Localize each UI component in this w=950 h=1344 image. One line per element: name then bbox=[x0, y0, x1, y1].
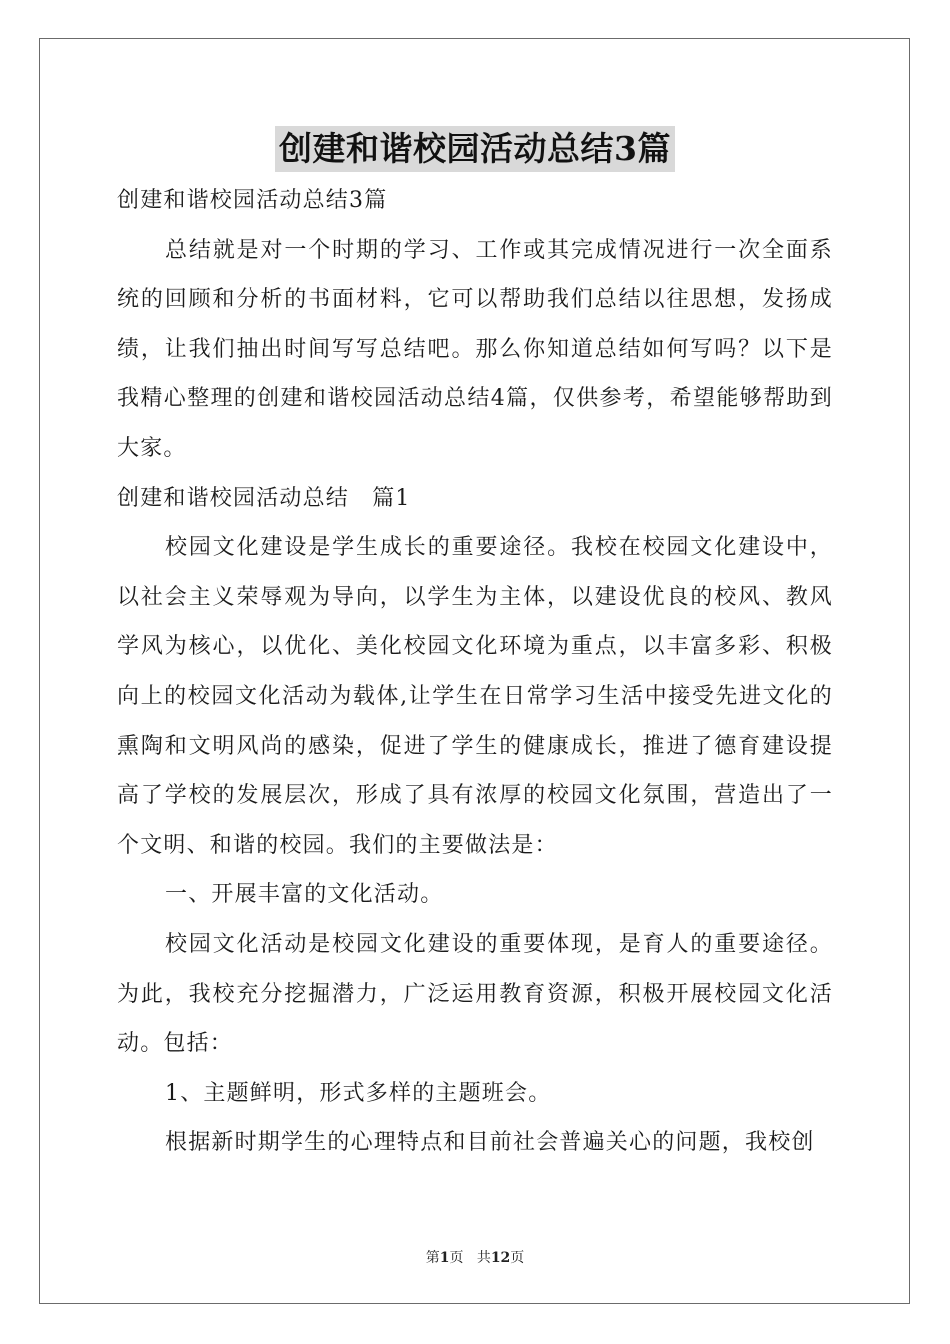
list-item: 1、主题鲜明，形式多样的主题班会。 bbox=[165, 1080, 552, 1106]
body-paragraph: 根据新时期学生的心理特点和目前社会普遍关心的问题，我校创 bbox=[165, 1130, 815, 1156]
page-prefix: 第 bbox=[425, 1250, 440, 1266]
document-body bbox=[117, 176, 833, 1168]
page-number: 1 bbox=[439, 1250, 450, 1266]
total-pages: 12 bbox=[490, 1250, 511, 1266]
body-paragraph: 校园文化建设是学生成长的重要途径。我校在校园文化建设中，以社会主义荣辱观为导向，以学生为主体，以建设优良的校风、教风学风为核心，以优化、美化校园文化环境为重点，以丰富多彩、积极向上的校园文化活动为载体,让学生在日常学习生活中接受先进文化的熏陶和文明风尚的感染，促进了学生的健康成长，推进了德育建设提高了学校的发展层次，形成了具有浓厚的校园文化氛围，营造出了一个文明、和谐的校园。我们的主要做法是： bbox=[117, 535, 833, 858]
body-paragraph: 校园文化活动是校园文化建设的重要体现，是育人的重要途径。为此，我校充分挖掘潜力，广泛运用教育资源，积极开展校园文化活动。包括： bbox=[117, 931, 833, 1057]
title-container bbox=[0, 126, 950, 172]
page-footer bbox=[0, 1247, 950, 1267]
page-suffix: 页 bbox=[449, 1250, 464, 1266]
intro-heading: 创建和谐校园活动总结3篇 bbox=[117, 188, 388, 213]
intro-paragraph: 总结就是对一个时期的学习、工作或其完成情况进行一次全面系统的回顾和分析的书面材料，它可以帮助我们总结以往思想，发扬成绩，让我们抽出时间写写总结吧。那么你知道总结如何写吗？以下是我精心整理的创建和谐校园活动总结4篇，仅供参考，希望能够帮助到大家。 bbox=[117, 237, 833, 461]
subsection-heading: 一、开展丰富的文化活动。 bbox=[165, 882, 444, 908]
section-heading: 创建和谐校园活动总结 篇1 bbox=[117, 485, 411, 511]
total-prefix: 共 bbox=[476, 1250, 491, 1266]
document-title: 创建和谐校园活动总结3篇 bbox=[275, 126, 675, 172]
total-suffix: 页 bbox=[510, 1250, 525, 1266]
